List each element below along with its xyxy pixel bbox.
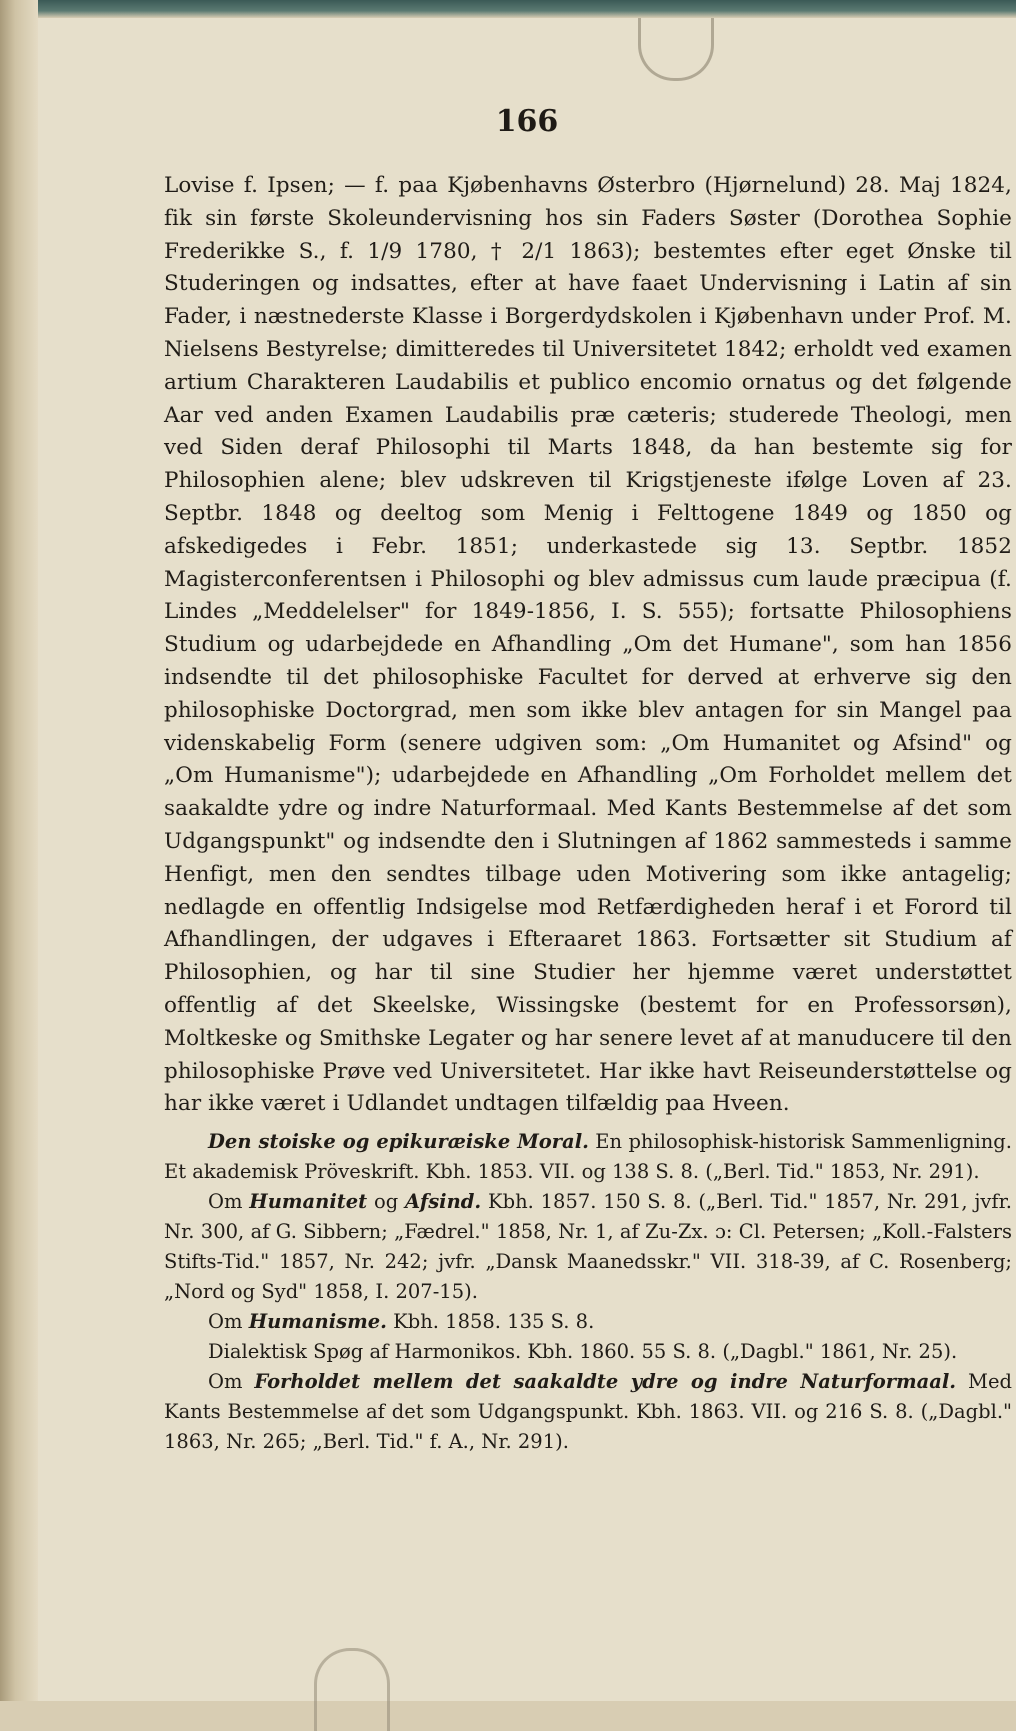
book-page xyxy=(38,18,1016,1701)
entry-prefix: Om xyxy=(208,1310,249,1334)
paper-clip-top xyxy=(638,18,714,81)
biography-paragraph: Lovise f. Ipsen; — f. paa Kjøbenhavns Østerbro (Hjørnelund) 28. Maj 1824, fik sin første Skoleundervisning hos sin Faders Søster (Dorothea Sophie Frederikke S., f. 1/9 1780, † 2/1 1863); bestemtes efter eget Ønske til Studeringen og indsattes, efter at have faaet Undervisning i Latin af sin Fader, i næstnederste Klasse i Borgerdydskolen i Kjøbenhavn under Prof. M. Nielsens Bestyrelse; dimitteredes til Universitetet 1842; erholdt ved examen artium Charakteren Laudabilis et publico encomio ornatus og det følgende Aar ved anden Examen Laudabilis præ cæteris; studerede Theologi, men ved Siden deraf Philosophi til Marts 1848, da han bestemte sig for Philosophien alene; blev udskreven til Krigstjeneste ifølge Loven af 23. Septbr. 1848 og deeltog som Menig i Felttogene 1849 og 1850 og afskedigedes i Febr. 1851; underkastede sig 13. Septbr. 1852 Magisterconferentsen i Philosophi og blev admissus cum laude præcipua (f. Lindes „Meddelelser" for 1849-1856, I. S. 555); fortsatte Philosophiens Studium og udarbejdede en Afhandling „Om det Humane", som han 1856 indsendte til det philosophiske Facultet for derved at erhverve sig den philosophiske Doctorgrad, men som ikke blev antagen for sin Mangel paa videnskabelig Form (senere udgiven som: „Om Humanitet og Afsind" og „Om Humanisme"); udarbejdede en Afhandling „Om Forholdet mellem det saakaldte ydre og indre Naturformaal. Med Kants Bestemmelse af det som Udgangspunkt" og indsendte den i Slutningen af 1862 sammesteds i samme Henfigt, men den sendtes tilbage uden Motivering som ikke antagelig; nedlagde en offentlig Indsigelse mod Retfærdigheden heraf i et Forord til Afhandlingen, der udgaves i Efteraaret 1863. Fortsætter sit Studium af Philosophien, og har til sine Studier her hjemme været understøttet offentlig af det Skeelske, Wissingske (bestemt for en Professorsøn), Moltkeske og Smithske Legater og har senere levet af at manuducere til den philosophiske Prøve ved Universitetet. Har ikke havt Reiseunderstøttelse og har ikke været i Udlandet undtagen tilfældig paa Hveen. xyxy=(164,173,1012,1117)
entry-prefix: Om xyxy=(208,1370,255,1394)
entry-details: En philosophisk-historisk Sammenligning. Et akademisk Pröveskrift. Kbh. 1853. VII. og 138 S. 8. („Berl. Tid." 1853, Nr. 291). xyxy=(164,1130,1012,1184)
entry-details: Dialektisk Spøg af Harmonikos. Kbh. 1860. 55 S. 8. („Dagbl." 1861, Nr. 25). xyxy=(208,1340,958,1364)
entry-details: Kbh. 1857. 150 S. 8. („Berl. Tid." 1857, Nr. 291, jvfr. Nr. 300, af G. Sibbern; „Fædrel." 1858, Nr. 1, af Zu-Zx. ɔ: Cl. Petersen; „Koll.-Falsters Stifts-Tid." 1857, Nr. 242; jvfr. „Dansk Maanedsskr." VII. 318-39, af C. Rosenberg; „Nord og Syd" 1858, I. 207-15). xyxy=(164,1190,1012,1304)
entry-title: Humanitet xyxy=(249,1190,368,1214)
page-body xyxy=(164,170,1012,1457)
bibliography-entry xyxy=(164,1337,1012,1367)
paper-clip-bottom xyxy=(314,1648,390,1731)
entry-details: Kbh. 1858. 135 S. 8. xyxy=(386,1310,595,1334)
book-top-edge xyxy=(0,0,1016,18)
entry-prefix: Om xyxy=(208,1190,250,1214)
book-binding-left xyxy=(0,0,38,1701)
entry-title: Forholdet mellem det saakaldte ydre og indre Naturformaal. xyxy=(254,1370,957,1394)
entry-title-second: Afsind. xyxy=(405,1190,482,1214)
page-number: 166 xyxy=(495,104,559,139)
entry-title: Den stoiske og epikuræiske Moral. xyxy=(208,1130,589,1154)
bibliography-entry xyxy=(164,1367,1012,1457)
bibliography-entry xyxy=(164,1307,1012,1337)
entry-conjunction: og xyxy=(367,1190,406,1214)
entry-title: Humanisme. xyxy=(248,1310,387,1334)
entry-details: Med Kants Bestemmelse af det som Udgangspunkt. Kbh. 1863. VII. og 216 S. 8. („Dagbl." 1863, Nr. 265; „Berl. Tid." f. A., Nr. 291). xyxy=(164,1370,1012,1454)
bibliography-entry xyxy=(164,1127,1012,1187)
bibliography-entry xyxy=(164,1187,1012,1307)
